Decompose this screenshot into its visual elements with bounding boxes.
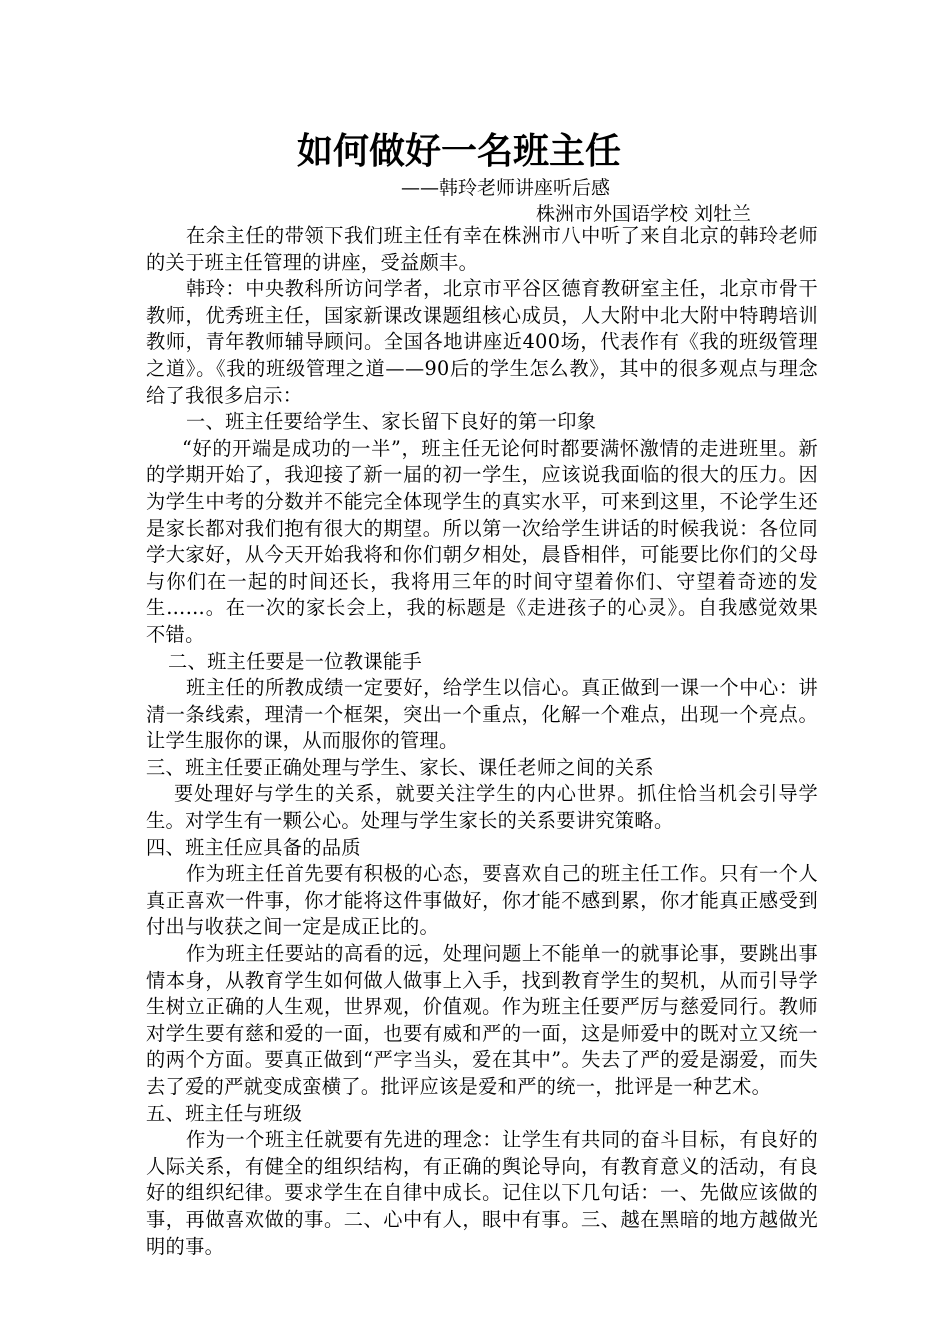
paragraph-intro: 在余主任的带领下我们班主任有幸在株洲市八中听了来自北京的韩玲老师的关于班主任管理的讲座，受益颇丰。 bbox=[146, 224, 818, 274]
paragraph-section-4b: 作为班主任要站的高看的远，处理问题上不能单一的就事论事，要跳出事情本身，从教育学生如何做人做事上入手，找到教育学生的契机，从而引导学生树立正确的人生观，世界观，价值观。作为班主任要严厉与慈爱同行。教师对学生要有慈和爱的一面，也要有威和严的一面，这是师爱中的既对立又统一的两个方面。要真正做到“严字当头，爱在其中”。失去了严的爱是溺爱，而失去了爱的严就变成蛮横了。批评应该是爱和严的统一，批评是一种艺术。 bbox=[146, 942, 818, 1098]
section-heading-4: 四、班主任应具备的品质 bbox=[146, 835, 361, 859]
section-heading-1: 一、班主任要给学生、家长留下良好的第一印象 bbox=[186, 410, 597, 434]
paragraph-section-1: “好的开端是成功的一半”，班主任无论何时都要满怀激情的走进班里。新的学期开始了，我迎接了新一届的初一学生，应该说我面临的很大的压力。因为学生中考的分数并不能完全体现学生的真实水平，可来到这里，不论学生还是家长都对我们抱有很大的期望。所以第一次给学生讲话的时候我说：各位同学大家好，从今天开始我将和你们朝夕相处，晨昏相伴，可能要比你们的父母与你们在一起的时间还长，我将用三年的时间守望着你们、守望着奇迹的发生……。在一次的家长会上，我的标题是《走进孩子的心灵》。自我感觉效果不错。 bbox=[146, 436, 818, 646]
paragraph-section-2: 班主任的所教成绩一定要好，给学生以信心。真正做到一课一个中心：讲清一条线索，理清一个框架，突出一个重点，化解一个难点，出现一个亮点。让学生服你的课，从而服你的管理。 bbox=[146, 676, 818, 753]
section-heading-2: 二、班主任要是一位教课能手 bbox=[168, 649, 422, 673]
paragraph-speaker-bio: 韩玲：中央教科所访问学者，北京市平谷区德育教研室主任，北京市骨干教师，优秀班主任，国家新课改课题组核心成员，人大附中北大附中特聘培训教师，青年教师辅导顾问。全国各地讲座近400场，代表作有《我的班级管理之道》。《我的班级管理之道——90后的学生怎么教》，其中的很多观点与理念给了我很多启示： bbox=[146, 277, 818, 407]
document-title: 如何做好一名班主任 bbox=[296, 130, 621, 172]
section-heading-3: 三、班主任要正确处理与学生、家长、课任老师之间的关系 bbox=[146, 755, 654, 779]
document-subtitle: ——韩玲老师讲座听后感 bbox=[401, 177, 611, 199]
document-author: 株洲市外国语学校 刘牡兰 bbox=[536, 203, 752, 225]
section-heading-5: 五、班主任与班级 bbox=[146, 1101, 303, 1125]
document-body bbox=[146, 223, 818, 1260]
paragraph-section-4a: 作为班主任首先要有积极的心态，要喜欢自己的班主任工作。只有一个人真正喜欢一件事，你才能将这件事做好，你才能不感到累，你才能真正感受到付出与收获之间一定是成正比的。 bbox=[146, 862, 818, 939]
paragraph-section-3: 要处理好与学生的关系，就要关注学生的内心世界。抓住恰当机会引导学生。对学生有一颗公心。处理与学生家长的关系要讲究策略。 bbox=[146, 782, 818, 833]
paragraph-section-5: 作为一个班主任就要有先进的理念：让学生有共同的奋斗目标，有良好的人际关系，有健全的组织结构，有正确的舆论导向，有教育意义的活动，有良好的组织纪律。要求学生在自律中成长。记住以下几句话：一、先做应该做的事，再做喜欢做的事。二、心中有人，眼中有事。三、越在黑暗的地方越做光明的事。 bbox=[146, 1128, 818, 1258]
